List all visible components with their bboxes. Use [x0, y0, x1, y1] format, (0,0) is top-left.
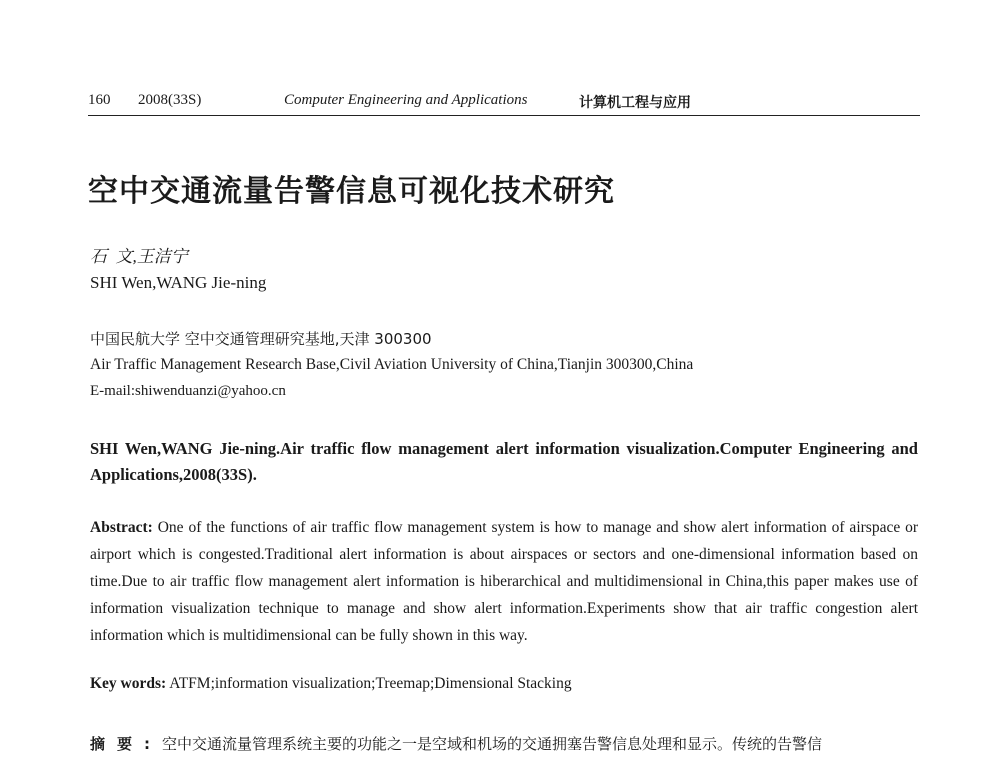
- affiliation-cn: 中国民航大学 空中交通管理研究基地,天津 300300: [90, 330, 432, 348]
- abstract-cn-label: 摘要:: [90, 735, 162, 753]
- issue-number: 2008(33S): [138, 92, 202, 108]
- abstract-label: Abstract:: [90, 519, 153, 536]
- abstract-cn: [90, 730, 918, 758]
- citation: SHI Wen,WANG Jie-ning.Air traffic flow management alert information visualization.Computer Engineering and Applications,2008(33S).: [90, 439, 918, 484]
- abstract: [90, 514, 918, 649]
- abstract-cn-text: 空中交通流量管理系统主要的功能之一是空域和机场的交通拥塞告警信息处理和显示。传统的告警信: [162, 735, 823, 753]
- journal-name-cn: 计算机工程与应用: [579, 95, 691, 111]
- keywords: [90, 675, 918, 693]
- header-rule: [88, 115, 920, 116]
- journal-name-en: Computer Engineering and Applications: [284, 92, 528, 108]
- running-header: [88, 86, 920, 114]
- keywords-text: ATFM;information visualization;Treemap;Dimensional Stacking: [169, 675, 572, 692]
- author-email: E-mail:shiwenduanzi@yahoo.cn: [90, 383, 286, 399]
- authors-cn: 石 文,王洁宁: [90, 247, 188, 266]
- page-number: 160: [88, 92, 111, 108]
- abstract-text: One of the functions of air traffic flow management system is how to manage and show alert information of airspace or airport which is congested.Traditional alert information is about airspaces or sectors and one-dimensional information based on time.Due to air traffic flow management alert information is hiberarchical and multidimensional in China,this paper makes use of information visualization technique to manage and show alert information.Experiments show that air traffic congestion alert information which is multidimensional can be fully shown in this way.: [90, 519, 918, 644]
- keywords-label: Key words:: [90, 675, 167, 692]
- paper-title: 空中交通流量告警信息可视化技术研究: [88, 174, 615, 209]
- affiliation-en: Air Traffic Management Research Base,Civil Aviation University of China,Tianjin 300300,China: [90, 356, 694, 373]
- authors-en: SHI Wen,WANG Jie-ning: [90, 273, 267, 292]
